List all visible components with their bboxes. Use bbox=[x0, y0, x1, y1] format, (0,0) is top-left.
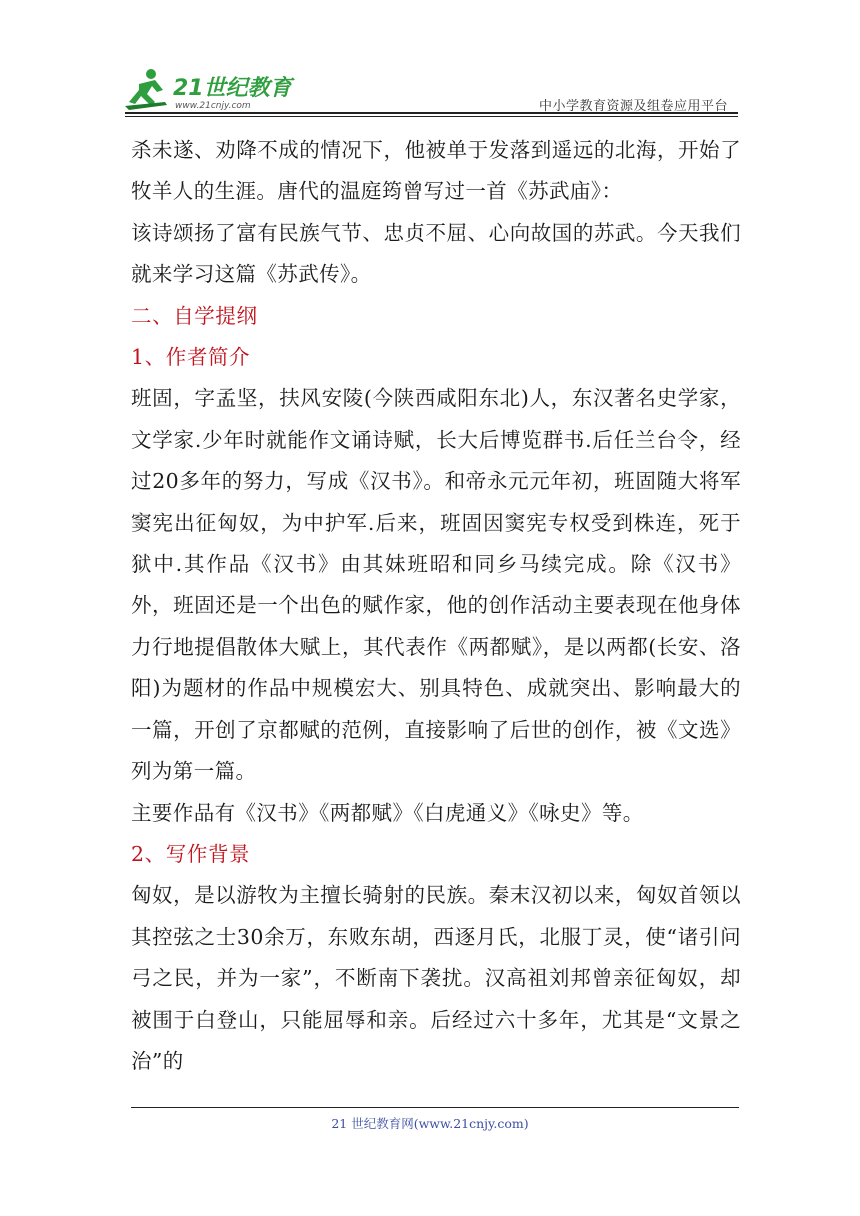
logo-url: www.21cnjy.com bbox=[175, 101, 251, 111]
document-body bbox=[131, 130, 741, 1082]
paragraph-intro-1: 杀未遂、劝降不成的情况下，他被单于发落到遥远的北海，开始了牧羊人的生涯。唐代的温庭筠曾写过一首《苏武庙》： bbox=[131, 138, 741, 204]
header-tagline: 中小学教育资源及组卷应用平台 bbox=[538, 99, 728, 114]
paragraph-background: 匈奴，是以游牧为主擅长骑射的民族。秦末汉初以来，匈奴首领以其控弦之士30余万，东败东胡，西逐月氏，北服丁灵，使“诸引问弓之民，并为一家”，不断南下袭扰。汉高祖刘邦曾亲征匈奴，却被围于白登山，只能屈辱和亲。后经过六十多年，尤其是“文景之治”的 bbox=[131, 883, 741, 1073]
paragraph-intro-2: 该诗颂扬了富有民族气节、忠贞不屈、心向故国的苏武。今天我们就来学习这篇《苏武传》。 bbox=[131, 220, 741, 287]
subheading-writing-background: 2、写作背景 bbox=[131, 841, 251, 866]
runner-icon bbox=[125, 69, 167, 110]
site-logo bbox=[125, 64, 295, 114]
paragraph-major-works: 主要作品有《汉书》《两都赋》《白虎通义》《咏史》等。 bbox=[131, 800, 644, 825]
footer-divider bbox=[131, 1107, 739, 1108]
subheading-author-intro: 1、作者简介 bbox=[131, 345, 251, 370]
page-header bbox=[125, 64, 738, 116]
section-heading-study-outline: 二、自学提纲 bbox=[131, 303, 258, 328]
paragraph-author-bio: 班固，字孟坚，扶风安陵(今陕西咸阳东北)人，东汉著名史学家，文学家.少年时就能作文诵诗赋，长大后博览群书.后任兰台令，经过20多年的努力，写成《汉书》。和帝永元元年初，班固随大将军窦宪出征匈奴，为中护军.后来，班固因窦宪专权受到株连，死于狱中.其作品《汉书》由其妹班昭和同乡马续完成。除《汉书》外，班固还是一个出色的赋作家，他的创作活动主要表现在他身体力行地提倡散体大赋上，其代表作《两都赋》，是以两都(长安、洛阳)为题材的作品中规模宏大、别具特色、成就突出、影响最大的一篇，开创了京都赋的范例，直接影响了后世的创作，被《文选》列为第一篇。 bbox=[131, 386, 741, 784]
footer-site-link[interactable]: 21 世纪教育网(www.21cnjy.com) bbox=[331, 1116, 529, 1131]
logo-text: 21世纪教育 bbox=[173, 76, 292, 101]
header-divider bbox=[125, 112, 738, 117]
